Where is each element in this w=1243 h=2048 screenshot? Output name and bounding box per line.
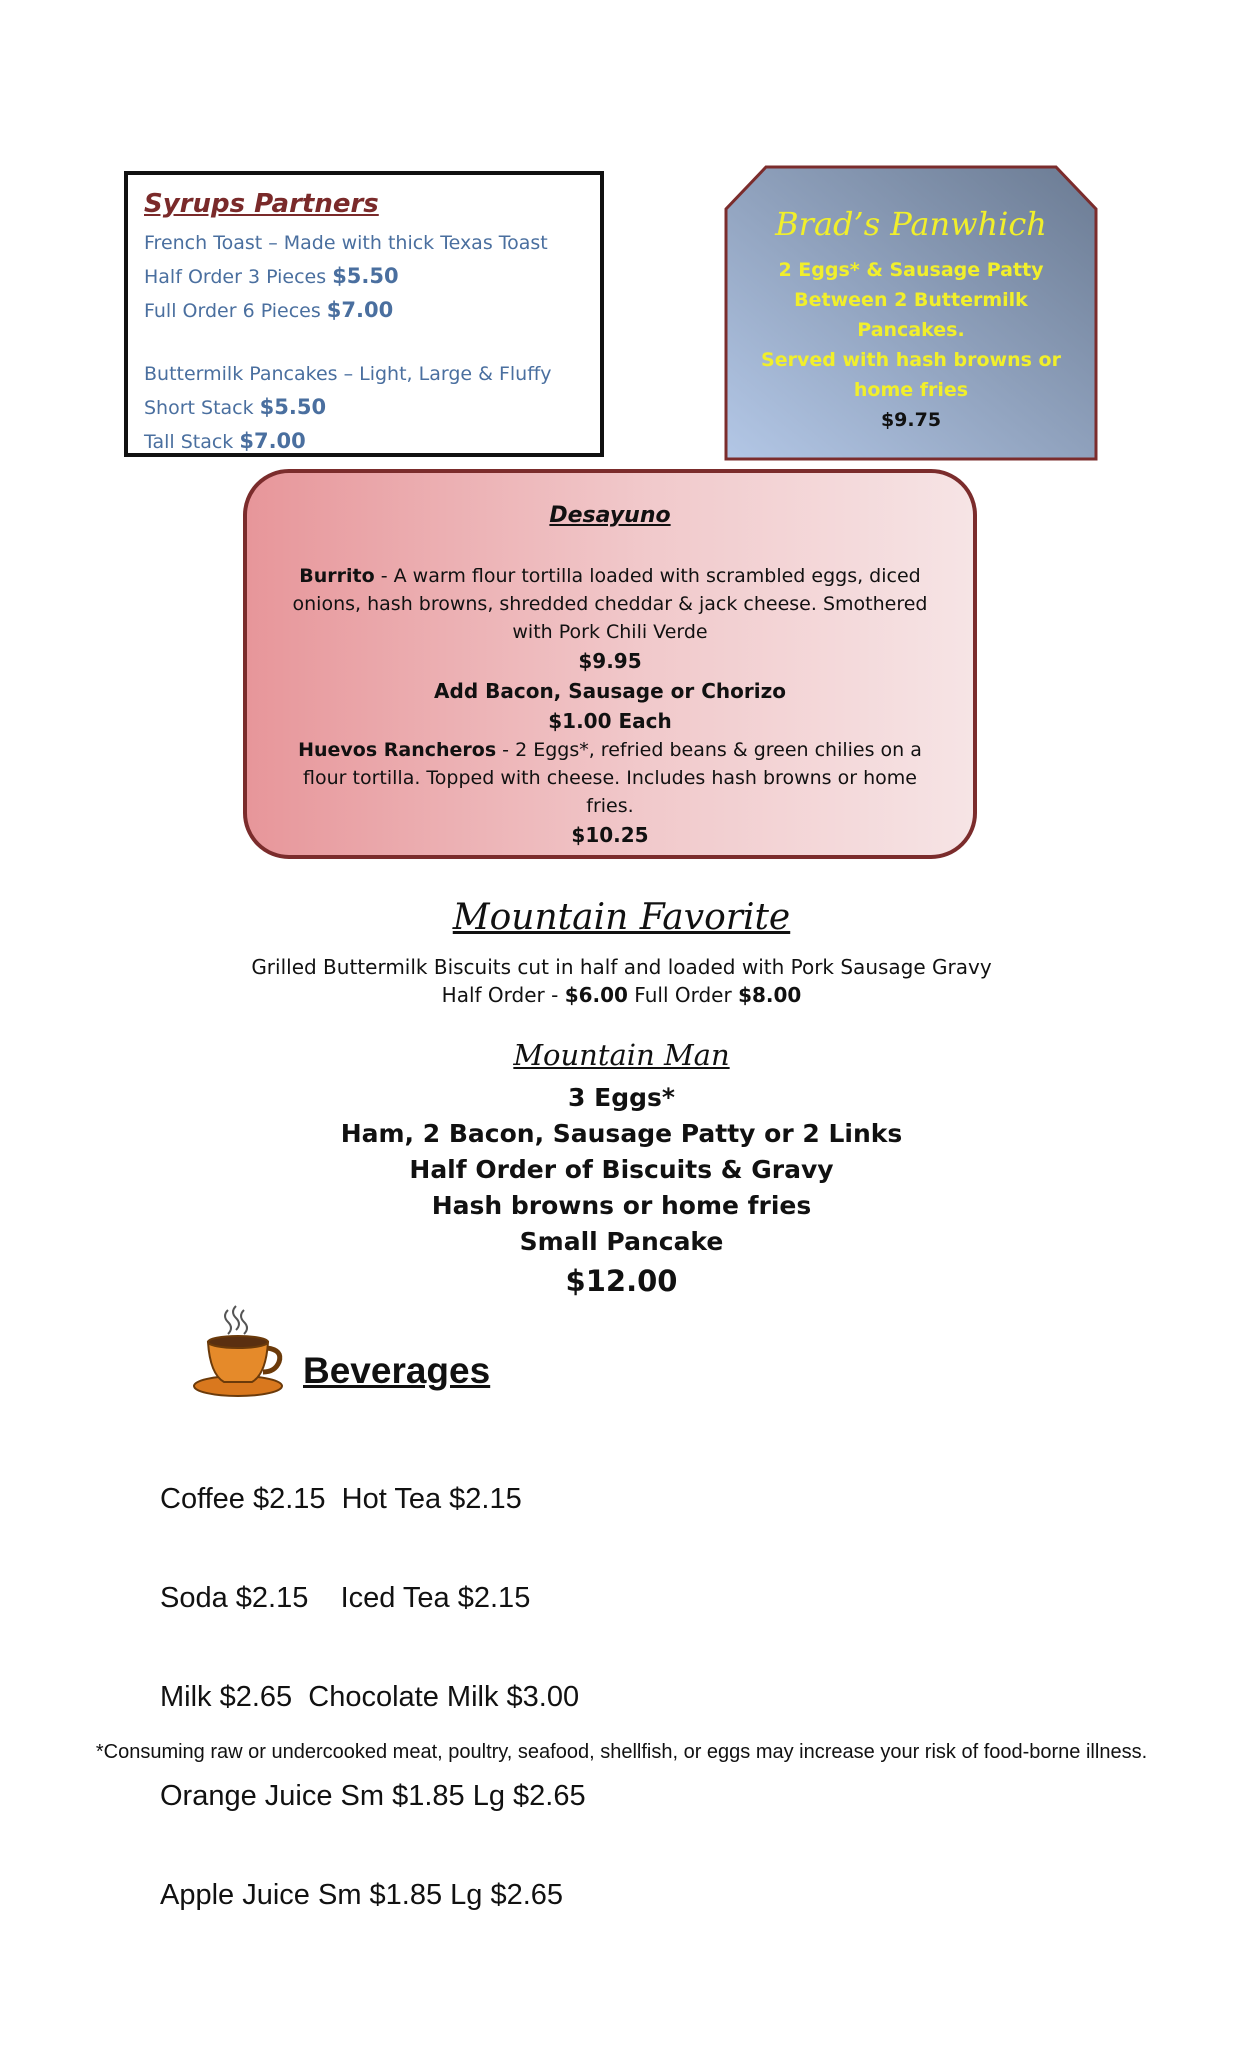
panwhich-desc-5: home fries — [853, 379, 969, 401]
mountain-man-item: Ham, 2 Bacon, Sausage Patty or 2 Links — [340, 1119, 903, 1148]
addon-price: $1.00 Each — [548, 709, 672, 733]
fav-half-label: Half Order - — [441, 983, 565, 1007]
full-order-price: $7.00 — [326, 298, 394, 322]
panwhich-price: $9.75 — [880, 409, 942, 431]
beverages-title: Beverages — [303, 1350, 491, 1391]
mountain-man-item: Hash browns or home fries — [431, 1191, 812, 1220]
pancakes-line: Buttermilk Pancakes – Light, Large & Fluffy — [144, 363, 552, 385]
tall-stack-label: Tall Stack — [144, 431, 240, 453]
huevos-desc — [285, 736, 935, 820]
fav-full-label: Full Order — [627, 983, 739, 1007]
french-toast-line: French Toast – Made with thick Texas Toast — [144, 232, 548, 254]
full-order-label: Full Order 6 Pieces — [144, 300, 327, 322]
tall-stack-line — [144, 425, 584, 459]
half-order-label: Half Order 3 Pieces — [144, 266, 333, 288]
burrito-desc — [285, 562, 935, 646]
beverage-line: Orange Juice Sm $1.85 Lg $2.65 — [160, 1780, 586, 1812]
mountain-man-price: $12.00 — [565, 1264, 678, 1298]
mountain-man-item: Small Pancake — [519, 1227, 724, 1256]
huevos-price: $10.25 — [571, 823, 649, 847]
syrups-partners-box — [124, 171, 604, 457]
beverage-line: Apple Juice Sm $1.85 Lg $2.65 — [160, 1879, 564, 1911]
half-order-price: $5.50 — [332, 264, 399, 288]
syrups-title: Syrups Partners — [144, 189, 379, 219]
beverages-list — [160, 1417, 586, 1945]
huevos-text: - 2 Eggs*, refried beans & green chilies on a flour tortilla. Topped with cheese. Includes hash browns or home fries. — [303, 739, 922, 817]
beverage-line: Coffee $2.15 Hot Tea $2.15 — [160, 1483, 522, 1515]
mountain-man-list — [0, 1080, 1243, 1302]
short-stack-label: Short Stack — [144, 397, 260, 419]
mountain-man-item: Half Order of Biscuits & Gravy — [409, 1155, 834, 1184]
desayuno-title: Desayuno — [549, 503, 671, 528]
burrito-price: $9.95 — [578, 649, 642, 673]
beverage-line: Milk $2.65 Chocolate Milk $3.00 — [160, 1681, 580, 1713]
desayuno-box — [243, 469, 977, 859]
fav-full-price: $8.00 — [738, 983, 802, 1007]
coffee-cup-icon — [190, 1302, 290, 1402]
panwhich-box — [724, 165, 1098, 461]
panwhich-title: Brad’s Panwhich — [775, 205, 1047, 243]
burrito-text: - A warm flour tortilla loaded with scrambled eggs, diced onions, hash browns, shredded cheddar & jack cheese. Smothered with Pork Chili Verde — [292, 565, 928, 643]
half-order-line — [144, 260, 584, 294]
addon-line: Add Bacon, Sausage or Chorizo — [434, 679, 786, 703]
mountain-man-item: 3 Eggs* — [568, 1083, 675, 1112]
disclaimer: *Consuming raw or undercooked meat, poultry, seafood, shellfish, or eggs may increase your risk of food-borne illness. — [95, 1741, 1148, 1763]
mountain-favorite-text: Grilled Buttermilk Biscuits cut in half and loaded with Pork Sausage Gravy — [251, 955, 992, 979]
full-order-line — [144, 294, 584, 328]
panwhich-desc-3: Pancakes. — [857, 319, 965, 341]
mountain-favorite-prices — [0, 981, 1243, 1009]
short-stack-line — [144, 391, 584, 425]
short-stack-price: $5.50 — [259, 395, 327, 419]
burrito-name: Burrito — [299, 565, 375, 587]
beverage-line: Soda $2.15 Iced Tea $2.15 — [160, 1582, 531, 1614]
mountain-man-title: Mountain Man — [513, 1038, 730, 1072]
tall-stack-price: $7.00 — [239, 429, 306, 453]
mountain-favorite-title: Mountain Favorite — [452, 897, 791, 938]
fav-half-price: $6.00 — [564, 983, 628, 1007]
mountain-favorite-desc — [0, 953, 1243, 1009]
panwhich-desc-1: 2 Eggs* & Sausage Patty — [778, 259, 1044, 281]
panwhich-desc-2: Between 2 Buttermilk — [794, 289, 1028, 311]
panwhich-desc-4: Served with hash browns or — [761, 349, 1061, 371]
huevos-name: Huevos Rancheros — [298, 739, 497, 761]
